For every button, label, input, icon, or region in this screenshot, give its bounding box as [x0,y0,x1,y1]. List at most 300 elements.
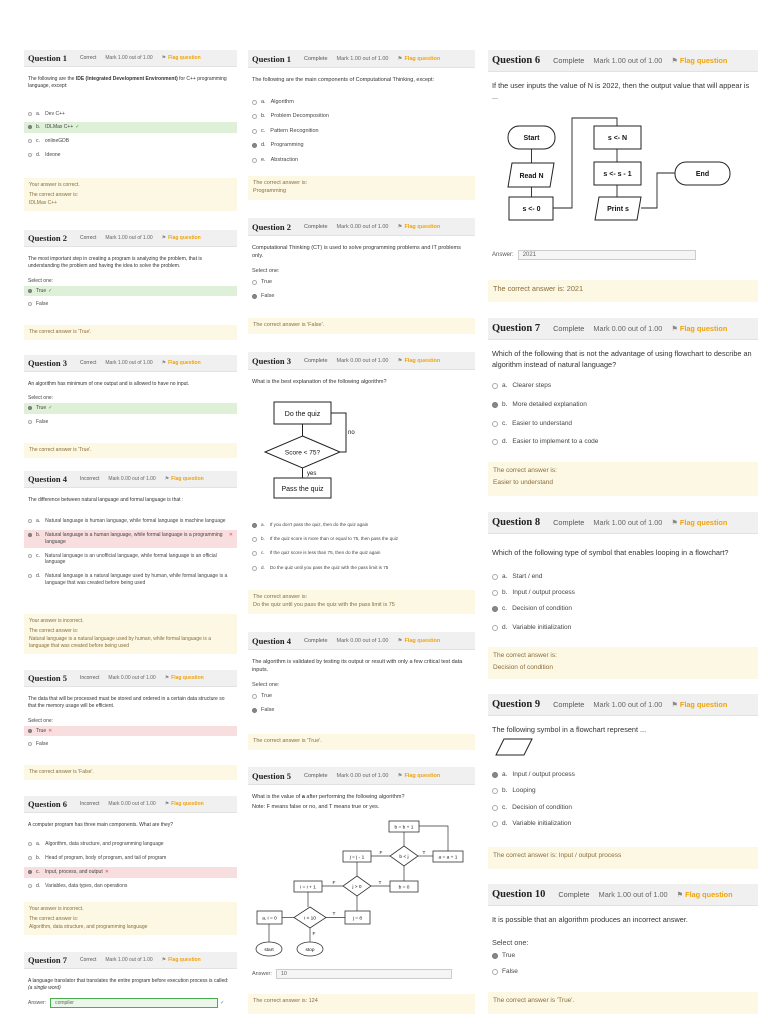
flow-text: Pass the quiz [281,486,324,493]
answer-option-c[interactable] [488,802,758,815]
option-text: Pattern Recognition [270,127,319,134]
answer-option-c[interactable] [248,548,475,558]
option-letter: c. [502,803,508,811]
flow-text: a = a + 1 [438,855,458,861]
select-one-label: Select one: [492,937,529,947]
answer-option-b[interactable] [488,785,758,798]
feedback-box [248,994,475,1014]
option-letter: b. [261,113,266,120]
question-number: Question 7 [492,323,541,334]
flag-label: Flag question [404,55,441,62]
flag-question-link[interactable] [398,638,441,644]
question-mark: Mark 0.00 out of 1.00 [336,772,389,779]
radio-button[interactable] [252,280,257,285]
radio-button[interactable] [492,772,498,778]
answer-option-b[interactable] [24,530,237,548]
option-letter: c. [502,419,508,427]
answer-option-false[interactable] [248,291,475,302]
option-text: Abstraction [270,156,299,163]
question-note: Note: F means false or no, and T means true or yes. [252,803,380,810]
flow-text: a, i = 0 [262,916,277,922]
flow-label-no: no [348,430,355,436]
question-text: The most important step in creating a program is analyzing the problem, that is understanding the problem and having the idea to solve the problem. [28,256,202,270]
question-mark: Mark 0.00 out of 1.00 [593,324,663,333]
feedback-text: The correct answer is 'False'. [29,769,94,775]
radio-button[interactable] [252,129,257,134]
option-text: More detailed explanation [512,400,587,408]
answer-option-a[interactable] [248,520,475,530]
option-text: If the quiz score is more than or equal to 75, then pass the quiz [269,536,399,542]
question-number: Question 1 [252,53,291,64]
question-block [24,230,237,313]
radio-button[interactable] [252,537,257,542]
answer-option-c[interactable] [488,418,758,431]
radio-button[interactable] [28,153,32,157]
radio-button[interactable] [28,420,32,424]
option-text: Decision of condition [512,803,573,811]
question-header [24,230,237,247]
radio-button[interactable] [492,805,498,811]
feedback-answer: Programming [253,187,287,194]
question-header [488,884,758,906]
question-status: Complete [558,890,590,899]
radio-button[interactable] [252,143,257,148]
question-status: Correct [79,360,97,366]
answer-option-true[interactable] [488,950,758,963]
question-text-part: What is the value of [252,794,302,800]
flag-question-link[interactable] [671,56,727,65]
flag-question-link[interactable] [162,957,201,963]
question-text-italic: (a single word) [28,985,61,992]
option-letter: b. [261,536,265,542]
radio-button[interactable] [252,158,257,163]
feedback-box [24,902,237,935]
radio-button[interactable] [252,694,257,699]
question-block [488,50,758,102]
question-number: Question 2 [28,233,67,243]
radio-button[interactable] [28,554,32,558]
question-status: Complete [303,357,328,364]
flag-question-link[interactable] [398,56,441,62]
option-letter: a. [502,382,508,390]
question-text-part: The following are the [28,76,76,82]
answer-option-true[interactable] [24,726,237,737]
question-header [24,471,237,488]
flag-icon: ⚑ [164,476,170,482]
flag-icon: ⚑ [397,637,403,644]
answer-option-true[interactable] [24,286,237,297]
answer-option-c[interactable] [24,867,237,878]
flow-text: b = b + 1 [394,825,414,831]
radio-button[interactable] [252,114,257,119]
flag-question-link[interactable] [165,476,204,482]
flag-label: Flag question [404,772,441,779]
option-letter: c. [502,605,508,613]
flag-question-link[interactable] [162,55,201,61]
answer-option-a[interactable] [24,839,237,850]
question-block [248,352,475,387]
flow-label-f: F [332,881,336,886]
flag-question-link[interactable] [671,324,727,333]
radio-button[interactable] [492,606,498,612]
answer-option-false[interactable] [24,739,237,750]
radio-button[interactable] [252,708,257,713]
option-text: Clearer steps [512,382,552,390]
question-mark: Mark 0.00 out of 1.00 [336,637,389,644]
question-status: Complete [303,772,328,779]
flag-label: Flag question [171,476,204,482]
flow-arrow [641,173,675,208]
radio-button[interactable] [28,729,32,733]
question-header [248,632,475,650]
question-text-part: for C++ programming language, except: [28,76,227,90]
question-mark: Mark 1.00 out of 1.00 [105,235,153,241]
option-text: Algorithm, data structure, and programming language [45,841,164,848]
option-text: Head of program, body of program, and tail of program [45,855,167,861]
answer-row-inner [248,969,475,979]
option-text: Variables, data types, dan operations [45,882,128,889]
flag-question-link[interactable] [677,890,733,899]
check-icon: ✓ [48,405,53,412]
flag-label: Flag question [679,56,728,65]
option-letter: c. [36,138,40,144]
option-text: True [502,951,516,959]
flag-label: Flag question [685,890,733,899]
answer-options [24,726,237,751]
flow-label-f: F [312,932,316,937]
answer-option-d[interactable] [488,818,758,831]
option-text: Natural language is human language, while formal language is machine language [45,518,226,525]
flag-question-link[interactable] [398,358,441,364]
answer-option-d[interactable] [488,622,758,635]
option-letter: d. [502,438,508,446]
answer-option-b[interactable] [248,534,475,544]
option-text: True [261,692,273,699]
option-letter: a. [502,771,508,778]
question-block [248,218,475,306]
quiz-flowchart [254,396,374,506]
feedback-text: The correct answer is 'True'. [253,738,322,744]
option-text: Looping [512,786,536,794]
question-mark: Mark 1.00 out of 1.00 [598,890,668,899]
option-letter: d. [36,882,41,889]
question-header [488,318,758,340]
option-text: onlineGDB [44,138,70,144]
question-number: Question 3 [252,355,291,366]
answer-option-false[interactable] [248,705,475,716]
flag-icon: ⚑ [671,518,678,527]
flow-text: s <- s - 1 [603,171,632,178]
question-mark: Mark 1.00 out of 1.00 [105,957,153,963]
radio-button[interactable] [28,302,32,306]
flag-label: Flag question [679,518,728,527]
question-status: Incorrect [79,476,100,482]
feedback-box [24,178,237,211]
answer-options [488,380,758,449]
answer-options [248,277,475,303]
flag-icon: ⚑ [397,357,403,364]
radio-button[interactable] [252,566,257,571]
radio-button[interactable] [252,523,257,528]
answer-input[interactable]: 10 [276,969,452,979]
flow-label-t: T [332,912,336,917]
option-letter: d. [502,820,508,828]
radio-button[interactable] [28,842,32,846]
radio-button[interactable] [492,821,498,827]
answer-label: Answer: [28,999,47,1006]
question-status: Correct [79,957,97,963]
answer-option-b[interactable] [488,399,758,412]
answer-option-a[interactable] [488,380,758,393]
question-text-part: A language translator that translates the entire program before execution process is called: [28,978,229,984]
flow-text: Score < 75? [284,449,321,457]
question-text: Which of the following that is not the advantage of using flowchart to describe an algorithm instead of natural language? [492,349,752,369]
question-mark: Mark 0.00 out of 1.00 [108,801,156,807]
question-text [24,76,237,91]
radio-button[interactable] [492,439,498,445]
radio-button[interactable] [28,125,32,129]
radio-button[interactable] [492,953,498,959]
radio-button[interactable] [28,289,32,293]
question-block [24,355,237,431]
flow-text: i < 10 [304,916,316,922]
radio-button[interactable] [28,742,32,746]
flag-icon: ⚑ [161,957,167,963]
question-text-bold: a [301,794,305,800]
flag-question-link[interactable] [165,675,204,681]
question-status: Complete [553,56,585,65]
feedback-box [488,992,758,1014]
flow-text: Print s [607,206,629,213]
answer-option-d[interactable] [24,571,237,589]
question-block [248,50,475,169]
radio-button[interactable] [492,590,498,596]
answer-option-a[interactable] [488,769,758,782]
question-mark: Mark 1.00 out of 1.00 [336,55,389,62]
flag-question-link[interactable] [162,360,201,366]
answer-option-true[interactable] [248,277,475,288]
flag-question-link[interactable] [162,235,201,241]
question-status: Complete [303,55,328,62]
flow-arrow [419,826,448,851]
flow-text: start [264,948,274,953]
answer-option-e[interactable] [248,155,475,166]
option-text: Start / end [512,572,543,580]
flag-icon: ⚑ [161,55,167,61]
flag-icon: ⚑ [164,801,170,807]
io-symbol-shape [496,739,532,755]
question-text: What is the best explanation of the following algorithm? [252,379,387,385]
radio-button[interactable] [28,112,32,116]
question-block [248,632,475,720]
question-status: Correct [79,55,97,61]
flag-icon: ⚑ [397,223,403,230]
flow-label-yes: yes [307,471,317,477]
answer-option-d[interactable] [24,150,237,161]
flow-text: b = 0 [398,885,410,891]
answer-option-d[interactable] [248,563,475,573]
question-text: Computational Thinking (CT) is used to solve programming problems and IT problems only. [252,245,461,259]
question-text-part: after performing the following algorithm? [304,794,405,800]
radio-button[interactable] [252,551,257,556]
question-mark: Mark 1.00 out of 1.00 [105,55,153,61]
flag-label: Flag question [168,360,201,366]
flag-icon: ⚑ [161,360,167,366]
check-icon: ✓ [220,999,225,1006]
answer-option-false[interactable] [488,966,758,979]
option-text: Programming [270,142,304,149]
option-text: False [261,707,275,714]
option-text: Natural language is a human language, while formal language is a programming language [45,532,223,545]
radio-button[interactable] [492,625,498,631]
question-header [248,352,475,370]
option-text: False [36,301,49,308]
radio-button[interactable] [492,421,498,427]
radio-button[interactable] [28,533,32,537]
question-block [488,884,758,982]
select-one-label: Select one: [252,681,280,688]
answer-option-d[interactable] [248,140,475,151]
flag-question-link[interactable] [165,801,204,807]
question-number: Question 9 [492,699,541,710]
answer-option-b[interactable] [24,853,237,864]
radio-button[interactable] [28,856,32,860]
question-number: Question 3 [28,358,67,368]
option-text: False [36,419,49,425]
flow-text: stop [305,948,315,953]
question-text [24,978,237,993]
answer-option-false[interactable] [24,299,237,310]
answer-options [488,769,758,834]
option-text: True [36,727,47,734]
question-mark: Mark 1.00 out of 1.00 [593,56,663,65]
feedback-text: The correct answer is: [493,652,557,659]
radio-button[interactable] [28,519,32,523]
answer-option-d[interactable] [488,436,758,449]
feedback-text: The correct answer is 'True'. [29,329,92,335]
answer-option-false[interactable] [24,417,237,428]
radio-button[interactable] [28,139,32,143]
question-header [248,218,475,236]
flag-question-link[interactable] [398,224,441,230]
answer-option-c[interactable] [248,126,475,137]
answer-option-true[interactable] [248,691,475,702]
option-letter: b. [36,532,41,538]
answer-input[interactable]: 2021 [518,250,696,260]
option-text: IDLMax C++ [45,124,74,131]
feedback-box [24,765,237,780]
answer-options [24,516,237,588]
question-status: Incorrect [79,675,100,681]
option-text: Input, process, and output [44,868,103,875]
flag-question-link[interactable] [671,700,727,709]
question-status: Complete [303,223,328,230]
question-status: Complete [553,324,585,333]
radio-button[interactable] [28,870,32,874]
option-text: Algorithm [270,98,294,105]
answer-option-b[interactable] [248,111,475,122]
radio-button[interactable] [492,969,498,975]
answer-option-a[interactable] [24,109,237,120]
option-text: Input / output process [512,771,575,778]
question-number: Question 5 [252,770,291,781]
feedback-box [248,318,475,334]
flow-text: j = j - 1 [349,855,365,861]
flag-icon: ⚑ [671,56,678,65]
question-text: An algorithm has minimum of one output and is allowed to have no input. [28,381,190,387]
question-text: The following symbol in a flowchart represent ... [492,725,647,734]
answer-option-d[interactable] [24,881,237,892]
feedback-box [24,614,237,654]
feedback-text: The correct answer is 'False'. [253,322,325,328]
flow-text: j = 8 [352,916,363,922]
answer-options [488,950,758,980]
answer-label: Answer: [492,252,514,258]
cross-icon: ✕ [104,868,109,875]
answer-option-a[interactable] [24,516,237,527]
option-text: Variable initialization [512,623,572,631]
option-letter: e. [261,156,266,163]
question-number: Question 1 [28,53,67,63]
option-letter: c. [261,127,266,134]
feedback-answer: Natural language is a natural language used by human, while formal language is a language that was created before being used [29,635,212,649]
answer-option-b[interactable] [24,122,237,133]
radio-button[interactable] [252,100,257,105]
flow-text: Read N [519,173,544,180]
answer-option-true[interactable] [24,403,237,414]
flag-question-link[interactable] [671,518,727,527]
feedback-box [248,590,475,614]
answer-input[interactable]: compiler [50,998,218,1008]
flag-question-link[interactable] [398,773,441,779]
answer-option-a[interactable] [248,97,475,108]
feedback-box [488,647,758,679]
feedback-box [248,734,475,750]
radio-button[interactable] [492,574,498,580]
answer-options [24,286,237,311]
question-text [248,794,475,802]
option-text: If you don't pass the quiz, then do the quiz again [269,522,369,527]
answer-row [488,250,758,260]
question-mark: Mark 1.00 out of 1.00 [593,700,663,709]
feedback-box [488,280,758,302]
question-block [24,50,237,164]
option-letter: b. [502,786,508,794]
answer-option-a[interactable] [488,571,758,584]
question-block [24,796,237,894]
answer-option-b[interactable] [488,587,758,600]
radio-button[interactable] [492,788,498,794]
radio-button[interactable] [492,383,498,389]
question-block [488,512,758,638]
radio-button[interactable] [28,884,32,888]
answer-option-c[interactable] [24,136,237,147]
radio-button[interactable] [252,294,257,299]
radio-button[interactable] [28,574,32,578]
flow-text: Start [523,135,540,142]
answer-option-c[interactable] [488,603,758,616]
option-letter: d. [36,573,41,579]
radio-button[interactable] [28,406,32,410]
question-header [24,952,237,969]
answer-row-inner [488,250,758,260]
check-icon: ✓ [75,124,80,131]
answer-option-c[interactable] [24,551,237,569]
radio-button[interactable] [492,402,498,408]
feedback-text: The correct answer is: 2021 [493,284,584,293]
feedback-box [24,443,237,458]
question-block [24,952,237,1008]
